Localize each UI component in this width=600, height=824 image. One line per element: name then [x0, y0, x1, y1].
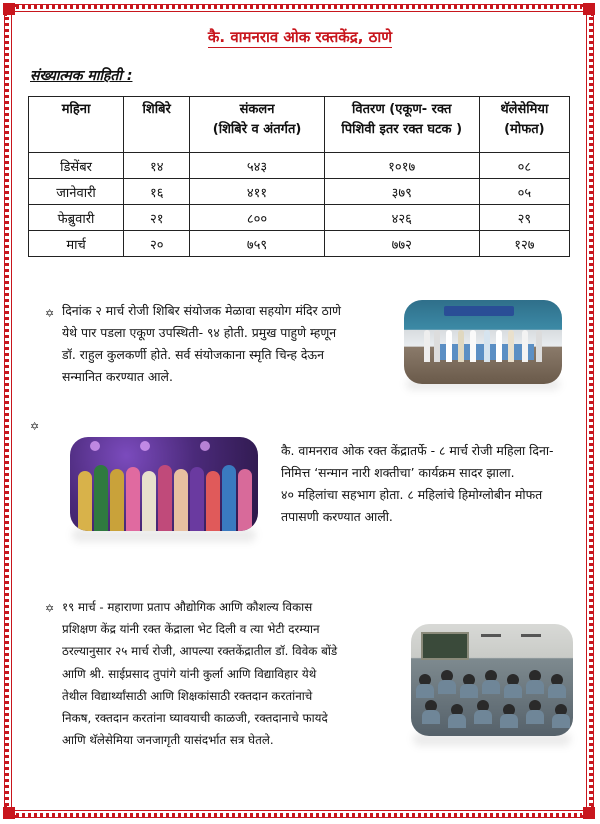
text-line: कै. वामनराव ओक रक्त केंद्रातर्फे - ८ मार्च रोजी महिला दिना- [281, 443, 554, 458]
text-line: तपासणी करण्यात आली. [281, 509, 393, 524]
table-cell: १६ [124, 179, 190, 205]
stats-heading: संख्यात्मक माहिती : [30, 68, 133, 84]
news-item-1 [62, 300, 402, 388]
stats-table [28, 96, 570, 257]
table-cell: ४११ [190, 179, 324, 205]
text-line: सन्मानित करण्यात आले. [62, 369, 173, 384]
table-cell: ७५९ [190, 231, 324, 257]
table-cell: २० [124, 231, 190, 257]
col-header-distribution: वितरण (एकूण- रक्त पिशिवी इतर रक्त घटक ) [324, 97, 479, 153]
event-photo-womens-day [70, 437, 258, 531]
text-line: तेथील विद्यार्थ्यांसाठी आणि शिक्षकांसाठी रक्तदान करतांनाचे [62, 688, 313, 703]
border-pattern-right [589, 16, 593, 806]
table-cell: फेब्रुवारी [29, 205, 124, 231]
border-corner [583, 3, 595, 15]
text-line: येथे पार पडला एकूण उपस्थिती- ९४ होती. प्रमुख पाहुणे म्हणून [62, 325, 337, 340]
table-cell: जानेवारी [29, 179, 124, 205]
border-pattern-top [16, 5, 582, 9]
table-row [29, 205, 570, 231]
col-header-camps: शिबिरे [124, 97, 190, 153]
table-cell: मार्च [29, 231, 124, 257]
stats-header-row [29, 97, 570, 153]
text-line: डॉ. राहुल कुलकर्णी होते. सर्व संयोजकाना स्मृति चिन्ह देऊन [62, 347, 325, 362]
table-cell: ०५ [479, 179, 569, 205]
border-corner [3, 807, 15, 819]
text-line: आणि थॅलेसेमिया जनजागृती यासंदर्भात सत्र घेतले. [62, 733, 274, 748]
text-line: १९ मार्च - महाराणा प्रताप औद्योगिक आणि कौशल्य विकास [62, 600, 313, 614]
table-cell: २९ [479, 205, 569, 231]
text-line: निकष, रक्तदान करतांना घ्यावयाची काळजी, रक्तदानाचे फायदे [62, 711, 328, 726]
text-line: ४० महिलांचा सहभाग होता. ८ महिलांचे हिमोग्लोबीन मोफत [281, 487, 543, 502]
news-item-3 [62, 596, 408, 751]
col-header-thalassemia: थॅलेसेमिया (मोफत) [479, 97, 569, 153]
news-item-2 [281, 440, 581, 528]
table-row [29, 231, 570, 257]
border-corner [583, 807, 595, 819]
border-corner [3, 3, 15, 15]
star-bullet-icon: ✡ [45, 602, 55, 615]
table-cell: १४ [124, 153, 190, 179]
text-line: ठरल्यानुसार २५ मार्च रोजी, आपल्या रक्तकेंद्रातील डॉ. विवेक बोंडे [62, 644, 338, 659]
border-pattern-bottom [16, 813, 582, 817]
event-photo-awareness-session [411, 624, 573, 736]
table-cell: ४२६ [324, 205, 479, 231]
table-cell: १२७ [479, 231, 569, 257]
text-line: आणि श्री. साईप्रसाद तुपांगे यांनी कुर्ला आणि विद्याविहार येथे [62, 666, 317, 681]
text-line: निमित्त ‘सन्मान नारी शक्तीचा’ कार्यक्रम सादर झाला. [281, 465, 515, 480]
table-cell: ३७९ [324, 179, 479, 205]
text-line: प्रशिक्षण केंद्र यांनी रक्त केंद्राला भेट दिली व त्या भेटी दरम्यान [62, 622, 320, 637]
star-bullet-icon: ✡ [45, 307, 55, 320]
table-cell: १०१७ [324, 153, 479, 179]
table-cell: २१ [124, 205, 190, 231]
table-cell: ८०० [190, 205, 324, 231]
page-title [0, 27, 600, 47]
text-line: दिनांक २ मार्च रोजी शिबिर संयोजक मेळावा सहयोग मंदिर ठाणे [62, 303, 342, 318]
event-photo-meeting [404, 300, 562, 384]
col-header-month: महिना [29, 97, 124, 153]
table-cell: ५४३ [190, 153, 324, 179]
border-pattern-left [5, 16, 9, 806]
col-header-collection: संकलन (शिबिरे व अंतर्गत) [190, 97, 324, 153]
star-bullet-icon: ✡ [30, 420, 40, 433]
table-row [29, 179, 570, 205]
table-cell: डिसेंबर [29, 153, 124, 179]
page-title-text: कै. वामनराव ओक रक्तकेंद्र, ठाणे [207, 28, 393, 46]
table-cell: ०८ [479, 153, 569, 179]
table-row [29, 153, 570, 179]
table-cell: ७७२ [324, 231, 479, 257]
